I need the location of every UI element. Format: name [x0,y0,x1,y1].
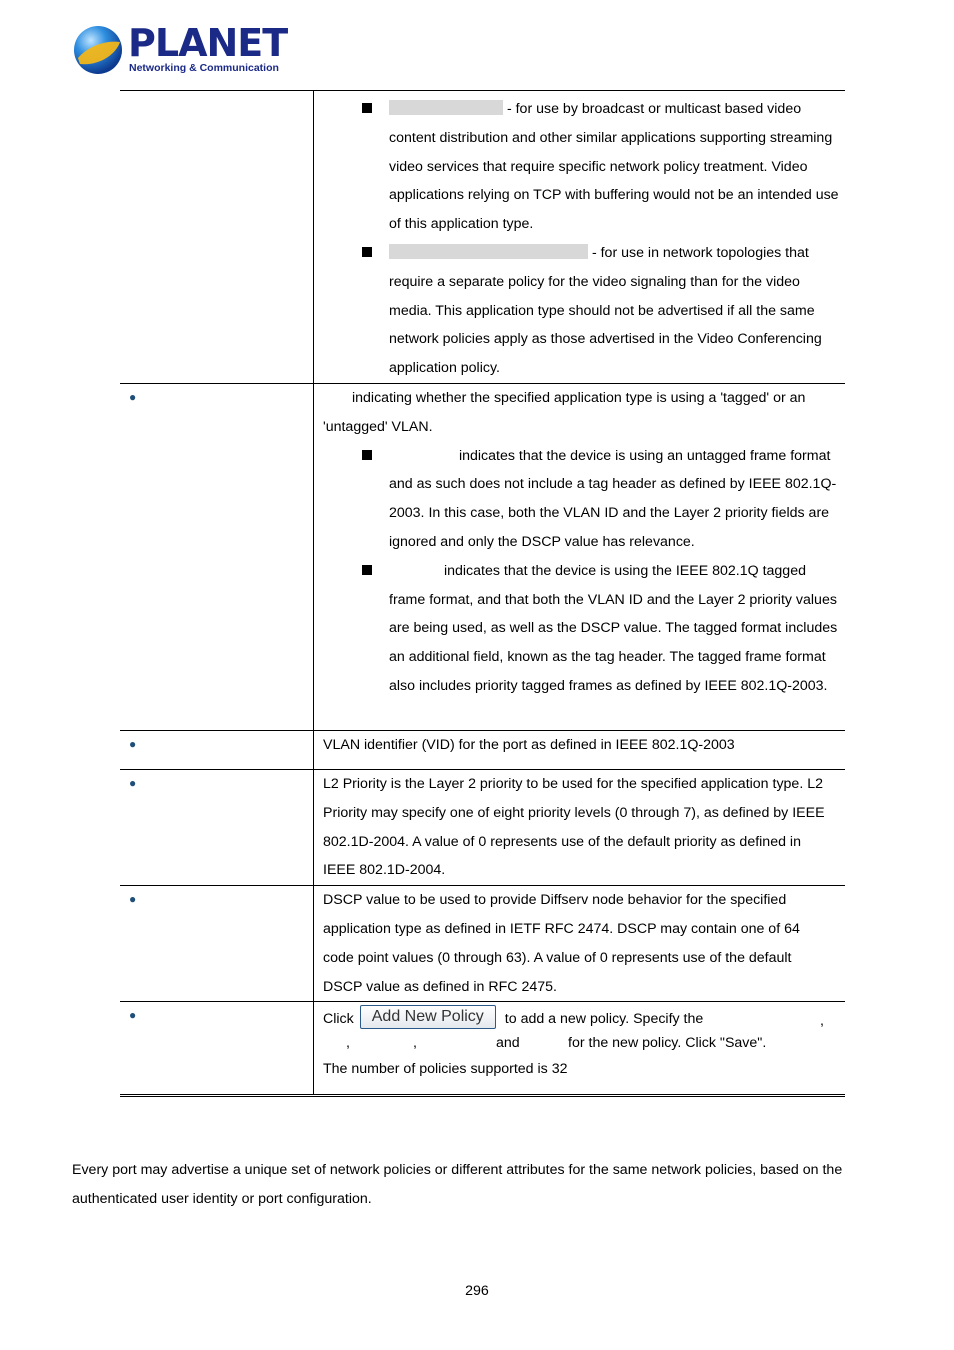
square-bullet-icon [362,247,372,257]
parameter-name-cell [120,730,314,769]
brand-name: PLANET [128,21,288,65]
policy-limit-text: The number of policies supported is 32 [323,1061,568,1078]
table-row [120,730,845,769]
parameter-desc-cell [314,886,846,1002]
table-row [120,886,845,1002]
parameter-name-cell [120,383,314,730]
parameter-name-cell [120,91,314,384]
bullet-dot-icon: ● [129,1008,137,1023]
comma-text: , [413,1035,417,1052]
square-bullet-icon [362,450,372,460]
tag-intro-line2: 'untagged' VLAN. [323,418,433,435]
and-text: and [496,1035,520,1052]
brand-tagline: Networking & Communication [129,62,279,74]
comma-text: , [820,1013,824,1030]
dscp-description: DSCP value to be used to provide Diffserv node behavior for the specified application type as defined in IETF RFC 2474. DSCP may contain one of 64 code point values (0 through 63). A value of 0 represents use of the default DSCP value as defined in RFC 2475. [323,892,800,995]
bullet-dot-icon: ● [129,736,137,751]
table-row [120,769,845,885]
table-row [120,383,845,730]
list-item [314,442,845,557]
l2-priority-description: L2 Priority is the Layer 2 priority to be used for the specified application type. L2 Priority may specify one of eight priority levels (0 through 7), as defined by IEEE 802.1D-2004. A value of 0 represents use of the default priority as defined in IEEE 802.1D-2004. [323,775,825,879]
bullet-dot-icon: ● [129,892,137,907]
parameter-desc-cell [314,730,846,769]
save-instruction: for the new policy. Click "Save". [568,1035,767,1052]
planet-logo [72,21,288,78]
click-label: Click [323,1011,354,1028]
list-item [314,557,845,701]
vlan-id-description: VLAN identifier (VID) for the port as defined in IEEE 802.1Q-2003 [323,736,735,753]
parameter-desc-cell [314,1002,846,1096]
parameter-desc-cell [314,769,846,885]
parameter-desc-cell [314,383,846,730]
bullet-dot-icon: ● [129,389,137,404]
streaming-video-description: - for use by broadcast or multicast based video content distribution and other similar applications supporting streaming video services that require specific network policy treatment. Video applications relying on TCP with buffering would not be an intended use of this application type. [389,101,839,233]
add-policy-text: to add a new policy. Specify the [504,1011,704,1028]
parameter-desc-cell [314,91,846,384]
globe-icon [72,24,124,76]
comma-text: , [346,1035,350,1052]
parameter-name-cell [120,769,314,885]
table-row [120,91,845,384]
list-item [314,239,845,383]
square-bullet-icon [362,565,372,575]
table-row [120,1002,845,1096]
add-new-policy-button[interactable]: Add New Policy [360,1005,496,1029]
page-number: 296 [465,1283,489,1299]
video-signaling-description: - for use in network topologies that require a separate policy for the video signaling than for the video media. This application type should not be advertised if all the same network policies apply as those advertised in the Video Conferencing application policy. [389,244,822,377]
bullet-dot-icon: ● [129,775,137,790]
square-bullet-icon [362,103,372,113]
parameter-name-cell [120,886,314,1002]
untagged-description: indicates that the device is using an untagged frame format and as such does not include a tag header as defined by IEEE 802.1Q-2003. In this case, both the VLAN ID and the Layer 2 priority fields are ignored and only the DSCP value has relevance. [389,447,837,550]
tagged-description: indicates that the device is using the IEEE 802.1Q tagged frame format, and that both the VLAN ID and the Layer 2 priority values are being used, as well as the DSCP value. The tagged format includes an additional field, known as the tag header. The tagged frame format also includes priority tagged frames as defined by IEEE 802.1Q-2003. [389,562,838,694]
tag-intro-line1: indicating whether the specified application type is using a 'tagged' or an [352,389,806,406]
list-item [314,95,845,239]
parameter-table [120,90,845,1097]
parameter-name-cell [120,1002,314,1096]
body-paragraph: Every port may advertise a unique set of network policies or different attributes for the same network policies, based on the authenticated user identity or port configuration. [72,1162,843,1207]
